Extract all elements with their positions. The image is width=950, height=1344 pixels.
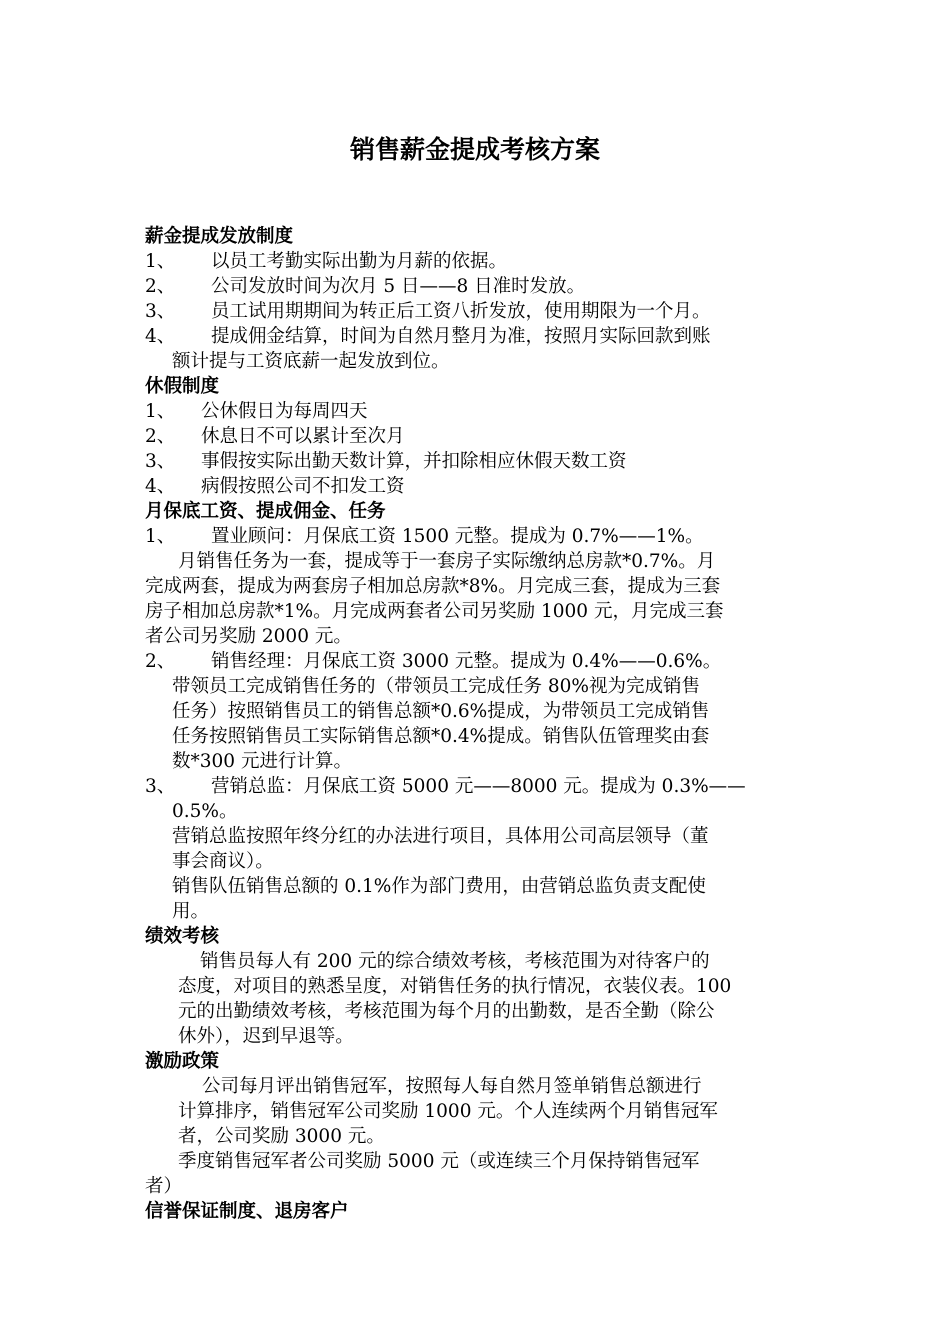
section-heading-performance: 绩效考核: [145, 926, 220, 947]
item-number: 2、: [145, 651, 176, 672]
performance-line-3: 元的出勤绩效考核，考核范围为每个月的出勤数，是否全勤（除公: [178, 1001, 715, 1022]
salary-item-1: [145, 249, 810, 274]
item-number: 1、: [145, 251, 176, 272]
item-text: 销售经理：月保底工资 3000 元整。提成为 0.4%——0.6%。: [211, 651, 722, 672]
wage-item-3: [145, 774, 810, 799]
leave-item-4: [145, 474, 810, 499]
performance-line-1: 销售员每人有 200 元的综合绩效考核，考核范围为对待客户的: [200, 951, 710, 972]
document-title: 销售薪金提成考核方案: [349, 135, 600, 164]
item-number: 2、: [145, 276, 176, 297]
incentive-line-3: 者，公司奖励 3000 元。: [178, 1126, 385, 1147]
item-number: 3、: [145, 451, 176, 472]
wage-item-3-line-2: 营销总监按照年终分红的办法进行项目，具体用公司高层领导（董: [172, 826, 709, 847]
item-number: 3、: [145, 776, 176, 797]
incentive-line-2: 计算排序，销售冠军公司奖励 1000 元。个人连续两个月销售冠军: [178, 1101, 718, 1122]
item-text: 员工试用期期间为转正后工资八折发放，使用期限为一个月。: [211, 301, 711, 322]
item-number: 4、: [145, 326, 176, 347]
section-heading-incentive: 激励政策: [145, 1051, 220, 1072]
wage-item-2-line-1: 带领员工完成销售任务的（带领员工完成任务 80%视为完成销售: [172, 676, 701, 697]
incentive-line-5: 者）: [145, 1176, 183, 1197]
item-text: 以员工考勤实际出勤为月薪的依据。: [211, 251, 508, 272]
wage-item-3-line-4: 销售队伍销售总额的 0.1%作为部门费用，由营销总监负责支配使: [172, 876, 706, 897]
item-number: 1、: [145, 526, 176, 547]
performance-line-4: 休外），迟到早退等。: [178, 1026, 354, 1047]
wage-item-3-line-5: 用。: [172, 901, 210, 922]
section-heading-wage: 月保底工资、提成佣金、任务: [145, 501, 386, 522]
item-text: 公司发放时间为次月 5 日——8 日准时发放。: [211, 276, 586, 297]
item-number: 2、: [145, 426, 176, 447]
wage-item-2-line-3: 任务按照销售员工实际销售总额*0.4%提成。销售队伍管理奖由套: [172, 726, 710, 747]
leave-item-3: [145, 449, 810, 474]
item-number: 3、: [145, 301, 176, 322]
item-text: 公休假日为每周四天: [201, 401, 368, 422]
incentive-line-4: 季度销售冠军者公司奖励 5000 元（或连续三个月保持销售冠军: [178, 1151, 700, 1172]
item-text: 置业顾问：月保底工资 1500 元整。提成为 0.7%——1%。: [211, 526, 704, 547]
salary-item-3: [145, 299, 810, 324]
section-heading-salary: 薪金提成发放制度: [145, 226, 294, 247]
wage-item-1-line-3: 房子相加总房款*1%。月完成两套者公司另奖励 1000 元，月完成三套: [145, 601, 724, 622]
item-number: 1、: [145, 401, 176, 422]
item-text: 事假按实际出勤天数计算，并扣除相应休假天数工资: [201, 451, 627, 472]
wage-item-3-line-1: 0.5%。: [172, 801, 238, 822]
wage-item-1-line-2: 完成两套，提成为两套房子相加总房款*8%。月完成三套，提成为三套: [145, 576, 721, 597]
salary-item-2: [145, 274, 810, 299]
wage-item-2-line-4: 数*300 元进行计算。: [172, 751, 352, 772]
wage-item-2-line-2: 任务）按照销售员工的销售总额*0.6%提成，为带领员工完成销售: [172, 701, 710, 722]
salary-item-4: [145, 324, 810, 349]
section-heading-credit: 信誉保证制度、退房客户: [145, 1201, 349, 1222]
leave-item-1: [145, 399, 810, 424]
salary-item-4-cont: 额计提与工资底薪一起发放到位。: [172, 351, 450, 372]
wage-item-2: [145, 649, 810, 674]
item-text: 病假按照公司不扣发工资: [201, 476, 405, 497]
item-text: 休息日不可以累计至次月: [201, 426, 405, 447]
leave-item-2: [145, 424, 810, 449]
wage-item-1: [145, 524, 810, 549]
incentive-line-1: 公司每月评出销售冠军，按照每人每自然月签单销售总额进行: [202, 1076, 702, 1097]
section-heading-leave: 休假制度: [145, 376, 220, 397]
performance-line-2: 态度，对项目的熟悉呈度，对销售任务的执行情况，衣装仪表。100: [178, 976, 732, 997]
wage-item-1-line-4: 者公司另奖励 2000 元。: [145, 626, 352, 647]
wage-item-1-line-1: 月销售任务为一套，提成等于一套房子实际缴纳总房款*0.7%。月: [178, 551, 716, 572]
item-number: 4、: [145, 476, 176, 497]
wage-item-3-line-3: 事会商议）。: [172, 851, 274, 872]
item-text: 营销总监：月保底工资 5000 元——8000 元。提成为 0.3%——: [211, 776, 746, 797]
item-text: 提成佣金结算，时间为自然月整月为准，按照月实际回款到账: [211, 326, 711, 347]
